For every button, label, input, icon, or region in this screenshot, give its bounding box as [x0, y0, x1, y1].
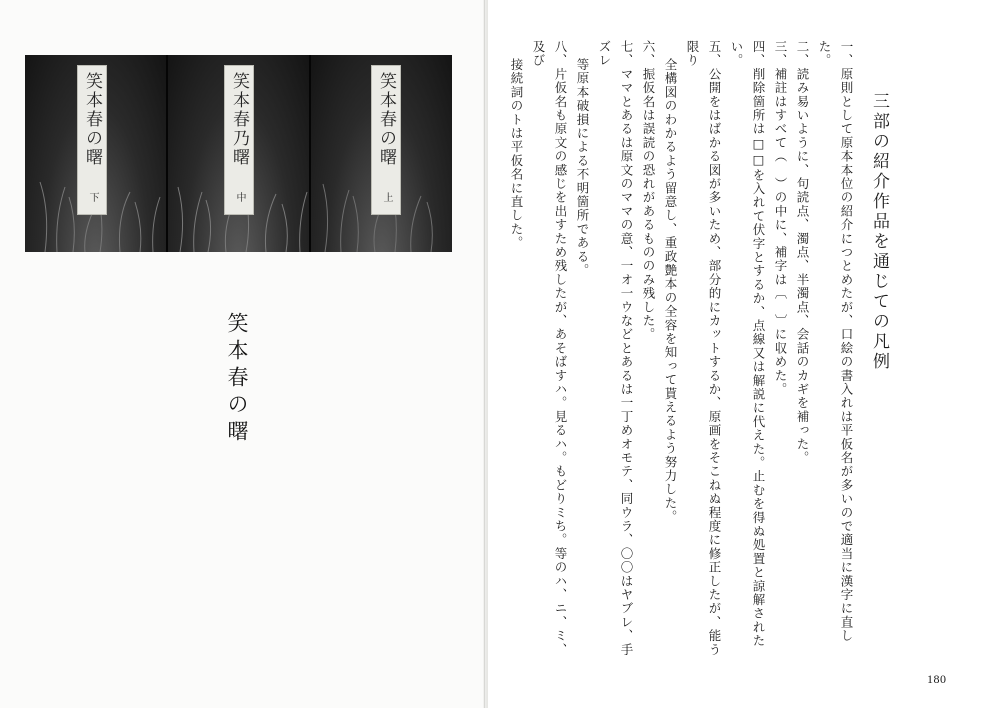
page-number: 180: [927, 672, 947, 686]
cover-volume-lower: [25, 55, 166, 252]
note-item-5: 五、公開をはばかる図が多いため、部分的にカットするか、原画をそこねぬ程度に修正したが、能う限り: [685, 40, 722, 657]
left-page: [0, 0, 488, 708]
cover-title-lower: 笑本春の曙: [82, 72, 102, 167]
note-item-8-continued: 接続詞のトは平仮名に直した。: [509, 57, 524, 250]
note-item-3: 三、補註はすべて（ ）の中に、補字は〔 〕に収めた。: [773, 40, 788, 397]
volume-mark-middle: 中: [234, 192, 245, 204]
volume-mark-upper: 上: [381, 192, 392, 204]
note-item-4: 四、削除箇所は□□を入れて伏字とするか、点線又は解説に代えた。止むを得ぬ処置と諒解されたい。: [729, 40, 766, 648]
cover-volume-middle: [168, 55, 309, 252]
note-item-5-continued: 全構図のわかるよう留意し、重政艶本の全容を知って貰えるよう努力した。: [663, 57, 678, 524]
note-item-8: 八、片仮名も原文の感じを出すため残したが、あそばすハ。見るハ。もどりミち。等のハ、ニ、ミ、及び: [531, 40, 568, 657]
cover-title-upper: 笑本春の曙: [376, 72, 396, 167]
cover-photo: [25, 55, 452, 252]
note-item-7: 七、ママとあるは原文のママの意、一オ一ウなどとあるは一丁めオモテ、同ウラ、〇〇はヤブレ、手ズレ: [597, 40, 634, 657]
notes-heading: 三部の紹介作品を通じての凡例: [869, 92, 889, 372]
gutter-line: [484, 0, 485, 708]
note-item-1: 一、原則として原本本位の紹介につとめたが、口絵の書入れは平仮名が多いので適当に漢字に直した。: [817, 40, 854, 643]
notes-text-block: [509, 40, 893, 660]
photo-caption: 笑本春の曙: [225, 312, 249, 447]
title-slip-middle: [224, 65, 254, 215]
cover-volume-upper: [311, 55, 452, 252]
title-slip-lower: [77, 65, 107, 215]
note-item-2: 二、読み易いように、句読点、濁点、半濁点、会話のカギを補った。: [795, 40, 810, 465]
title-slip-upper: [371, 65, 401, 215]
note-item-7-continued: 等原本破損による不明箇所である。: [575, 57, 590, 277]
cover-title-middle: 笑本春乃曙: [229, 72, 249, 167]
note-item-6: 六、振仮名は誤読の恐れがあるもののみ残した。: [641, 40, 656, 342]
volume-mark-lower: 下: [87, 192, 98, 204]
